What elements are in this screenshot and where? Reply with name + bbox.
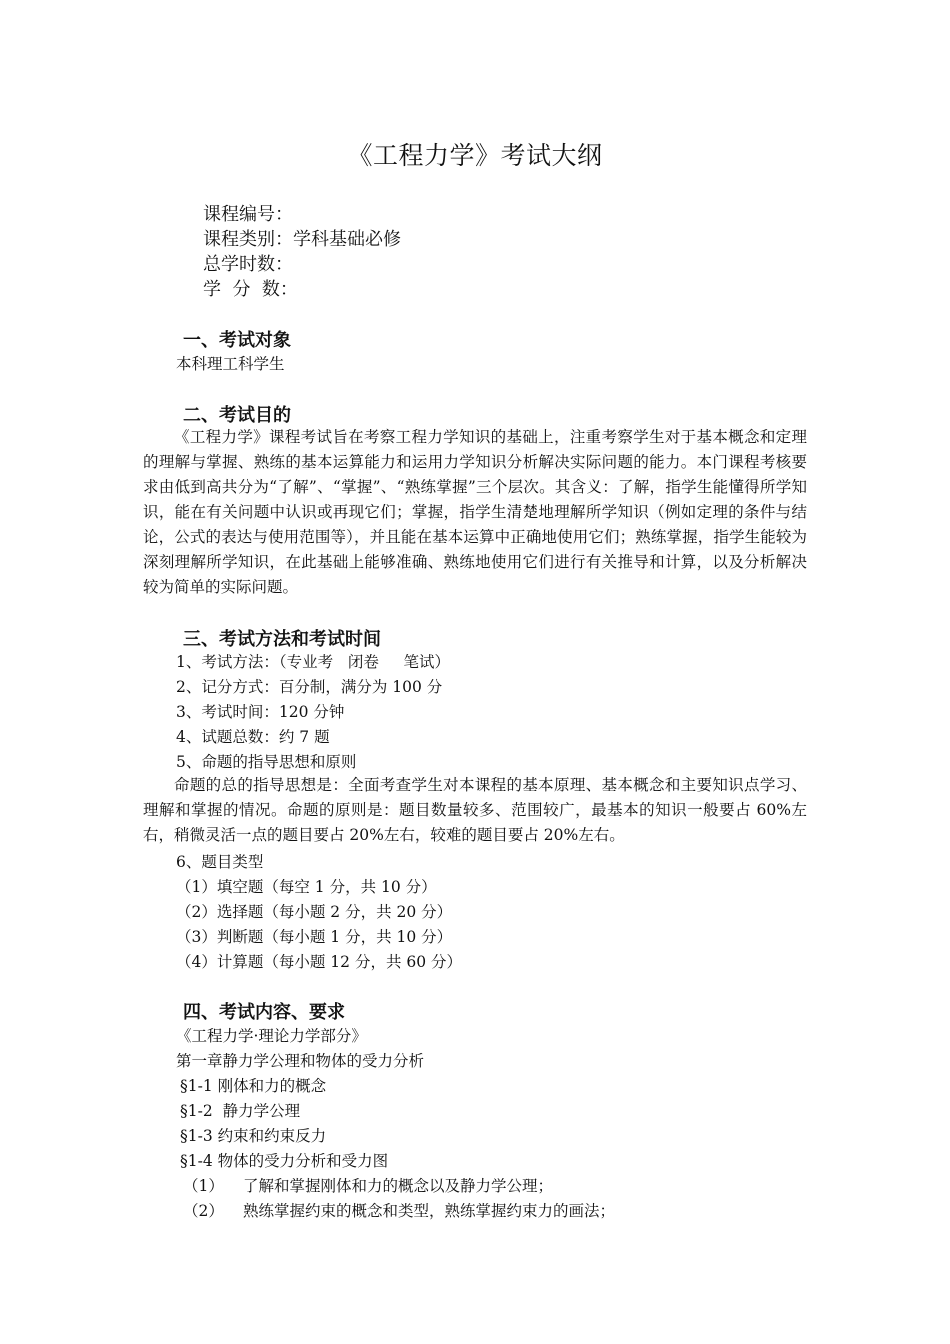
types-heading: 6、题目类型 [176, 853, 264, 871]
course-type: 课程类别：学科基础必修 [203, 229, 401, 250]
scoring-method: 2、记分方式：百分制，满分为 100 分 [176, 678, 443, 696]
question-count: 4、试题总数：约 7 题 [176, 728, 330, 746]
section2-heading: 二、考试目的 [183, 405, 291, 426]
principle-paragraph: 命题的总的指导思想是：全面考查学生对本课程的基本原理、基本概念和主要知识点学习、理解和掌握的情况。命题的原则是：题目数量较多、范围较广，最基本的知识一般要占 60%左右，稍微灵活一点的题目要占 20%左右，较难的题目要占 20%左右。 [143, 776, 807, 844]
subsection-1-3: §1-3 约束和约束反力 [180, 1127, 327, 1145]
subsection-1-2: §1-2 静力学公理 [180, 1102, 301, 1120]
subsection-1-1: §1-1 刚体和力的概念 [180, 1077, 327, 1095]
type-multiple-choice: （2）选择题（每小题 2 分，共 20 分） [176, 903, 453, 921]
type-calculation: （4）计算题（每小题 12 分，共 60 分） [176, 953, 463, 971]
requirement-2-number: （2） [183, 1202, 224, 1220]
type-fill-blank: （1）填空题（每空 1 分，共 10 分） [176, 878, 437, 896]
section4-heading: 四、考试内容、要求 [183, 1002, 345, 1023]
section1-text: 本科理工科学生 [176, 355, 285, 373]
total-hours: 总学时数： [203, 254, 293, 275]
section3-heading: 三、考试方法和考试时间 [183, 629, 381, 650]
requirement-1-text: 了解和掌握刚体和力的概念以及静力学公理； [243, 1177, 554, 1195]
part-title: 《工程力学·理论力学部分》 [176, 1027, 367, 1045]
exam-time: 3、考试时间：120 分钟 [176, 703, 345, 721]
exam-method: 1、考试方法：（专业考 闭卷 笔试） [176, 653, 451, 671]
document-title: 《工程力学》考试大纲 [347, 141, 603, 170]
credits: 学 分 数： [203, 279, 298, 300]
requirement-1-number: （1） [183, 1177, 224, 1195]
type-true-false: （3）判断题（每小题 1 分，共 10 分） [176, 928, 453, 946]
section2-paragraph: 《工程力学》课程考试旨在考察工程力学知识的基础上，注重考察学生对于基本概念和定理的理解与掌握、熟练的基本运算能力和运用力学知识分析解决实际问题的能力。本门课程考核要求由低到高共分为“了解”、“掌握”、“熟练掌握”三个层次。其含义：了解，指学生能懂得所学知识，能在有关问题中认识或再现它们；掌握，指学生清楚地理解所学知识（例如定理的条件与结论，公式的表达与使用范围等），并且能在基本运算中正确地使用它们；熟练掌握，指学生能较为深刻理解所学知识，在此基础上能够准确、熟练地使用它们进行有关推导和计算，以及分析解决较为简单的实际问题。 [143, 428, 807, 596]
subsection-1-4: §1-4 物体的受力分析和受力图 [180, 1152, 389, 1170]
principle-heading: 5、命题的指导思想和原则 [176, 753, 357, 771]
chapter-title: 第一章静力学公理和物体的受力分析 [176, 1052, 425, 1070]
requirement-2-text: 熟练掌握约束的概念和类型，熟练掌握约束力的画法； [243, 1202, 616, 1220]
section1-heading: 一、考试对象 [183, 330, 291, 351]
course-code: 课程编号： [203, 204, 293, 225]
